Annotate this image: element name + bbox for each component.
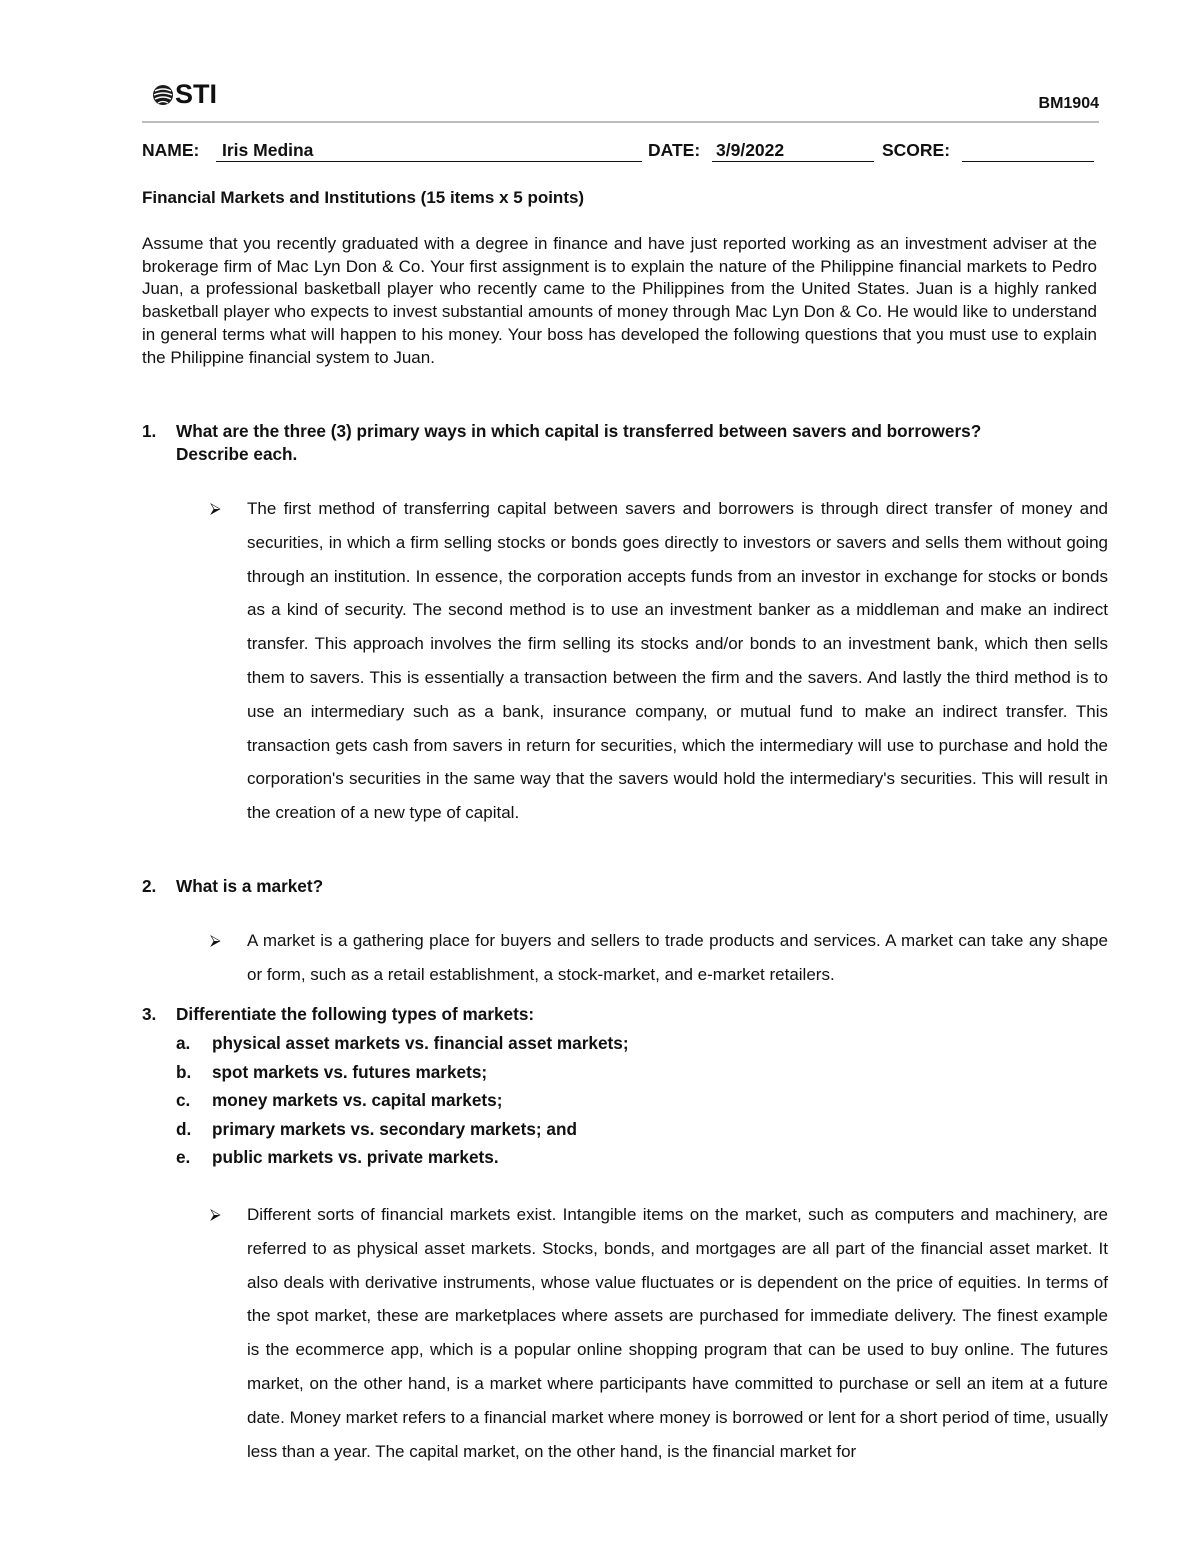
student-info-line xyxy=(142,140,1102,162)
answer-3 xyxy=(210,1198,1108,1508)
arrow-bullet-icon: ⮚ xyxy=(210,1206,221,1223)
answer-text: The first method of transferring capital between savers and borrowers is through direct transfer of money and securities, in which a firm selling stocks or bonds goes directly to investors or savers and sells them without going through an institution. In essence, the corporation accepts funds from an investor in exchange for stocks or bonds as a kind of security. The second method is to use an investment banker as a middleman and make an indirect transfer. This approach involves the firm selling its stocks and/or bonds to an investment bank, which then sells them to savers. This is essentially a transaction between the firm and the savers. And lastly the third method is to use an intermediary such as a bank, insurance company, or mutual fund to make an indirect transfer. This transaction gets cash from savers in return for securities, which the intermediary will use to purchase and hold the corporation's securities in the same way that the savers would hold the intermediary's securities. This will result in the creation of a new type of capital. xyxy=(247,499,1108,823)
sub-item-c xyxy=(176,1086,502,1114)
question-text: What is a market? xyxy=(176,876,324,896)
sub-item-text: spot markets vs. futures markets; xyxy=(212,1061,488,1082)
sub-item-letter: e. xyxy=(176,1147,191,1167)
globe-logo-icon xyxy=(152,81,174,107)
arrow-bullet-icon: ⮚ xyxy=(210,500,221,517)
date-field xyxy=(712,140,874,162)
section-title: Financial Markets and Institutions (15 items x 5 points) xyxy=(142,188,585,207)
date-value: 3/9/2022 xyxy=(716,140,785,160)
score-label: SCORE: xyxy=(882,140,951,160)
sub-item-e xyxy=(176,1143,499,1171)
answer-2 xyxy=(210,924,1108,992)
sub-item-letter: b. xyxy=(176,1061,192,1082)
sub-item-a xyxy=(176,1029,629,1057)
course-code: BM1904 xyxy=(1038,95,1099,112)
intro-paragraph: Assume that you recently graduated with a degree in finance and have just reported working as an investment adviser at the brokerage firm of Mac Lyn Don & Co. Your first assignment is to explain the nature of the Philippine financial markets to Pedro Juan, a professional basketball player who recently came to the Philippines from the United States. Juan is a highly ranked basketball player who expects to invest substantial amounts of money through Mac Lyn Don & Co. He would like to understand in general terms what will happen to his money. Your boss has developed the following questions that you must use to explain the Philippine financial system to Juan. xyxy=(142,234,1097,367)
score-field xyxy=(962,140,1094,162)
name-field xyxy=(216,140,642,162)
header-divider xyxy=(142,121,1099,123)
question-text: What are the three (3) primary ways in which capital is transferred between savers and borrowers? xyxy=(176,421,982,441)
arrow-bullet-icon: ⮚ xyxy=(210,932,221,949)
sub-item-letter: a. xyxy=(176,1033,191,1053)
answer-text: Different sorts of financial markets exist. Intangible items on the market, such as computers and machinery, are referred to as physical asset markets. Stocks, bonds, and mortgages are all part of the financial asset market. It also deals with derivative instruments, whose value fluctuates or is dependent on the price of equities. In terms of the spot market, these are marketplaces where assets are purchased for immediate delivery. The finest example is the ecommerce app, which is a popular online shopping program that can be used to buy online. The futures market, on the other hand, is a market where participants have committed to purchase or sell an item at a future date. Money market refers to a financial market where money is borrowed or lent for a short period of time, usually less than a year. The capital market, on the other hand, is the financial market for xyxy=(247,1205,1108,1461)
sub-item-text: public markets vs. private markets. xyxy=(212,1147,499,1167)
sub-item-d xyxy=(176,1115,577,1143)
date-label: DATE: xyxy=(648,140,701,160)
sub-item-letter: d. xyxy=(176,1118,192,1139)
sti-logo xyxy=(152,80,217,108)
question-number: 3. xyxy=(142,1004,157,1024)
sub-item-b xyxy=(176,1058,487,1086)
answer-text: A market is a gathering place for buyers and sellers to trade products and services. A market can take any shape or form, such as a retail establishment, a stock-market, and e-market retailers. xyxy=(247,931,1108,984)
sub-item-text: physical asset markets vs. financial asset markets; xyxy=(212,1033,629,1053)
sub-item-text: primary markets vs. secondary markets; and xyxy=(212,1118,577,1139)
logo-text: STI xyxy=(175,79,218,109)
sub-item-text: money markets vs. capital markets; xyxy=(212,1090,503,1110)
question-number: 1. xyxy=(142,421,157,441)
question-text-continued: Describe each. xyxy=(176,443,298,464)
question-text: Differentiate the following types of markets: xyxy=(176,1004,535,1024)
sub-item-letter: c. xyxy=(176,1090,191,1110)
name-value: Iris Medina xyxy=(222,140,314,160)
question-number: 2. xyxy=(142,876,157,896)
name-label: NAME: xyxy=(142,140,200,160)
answer-1 xyxy=(210,492,1108,830)
